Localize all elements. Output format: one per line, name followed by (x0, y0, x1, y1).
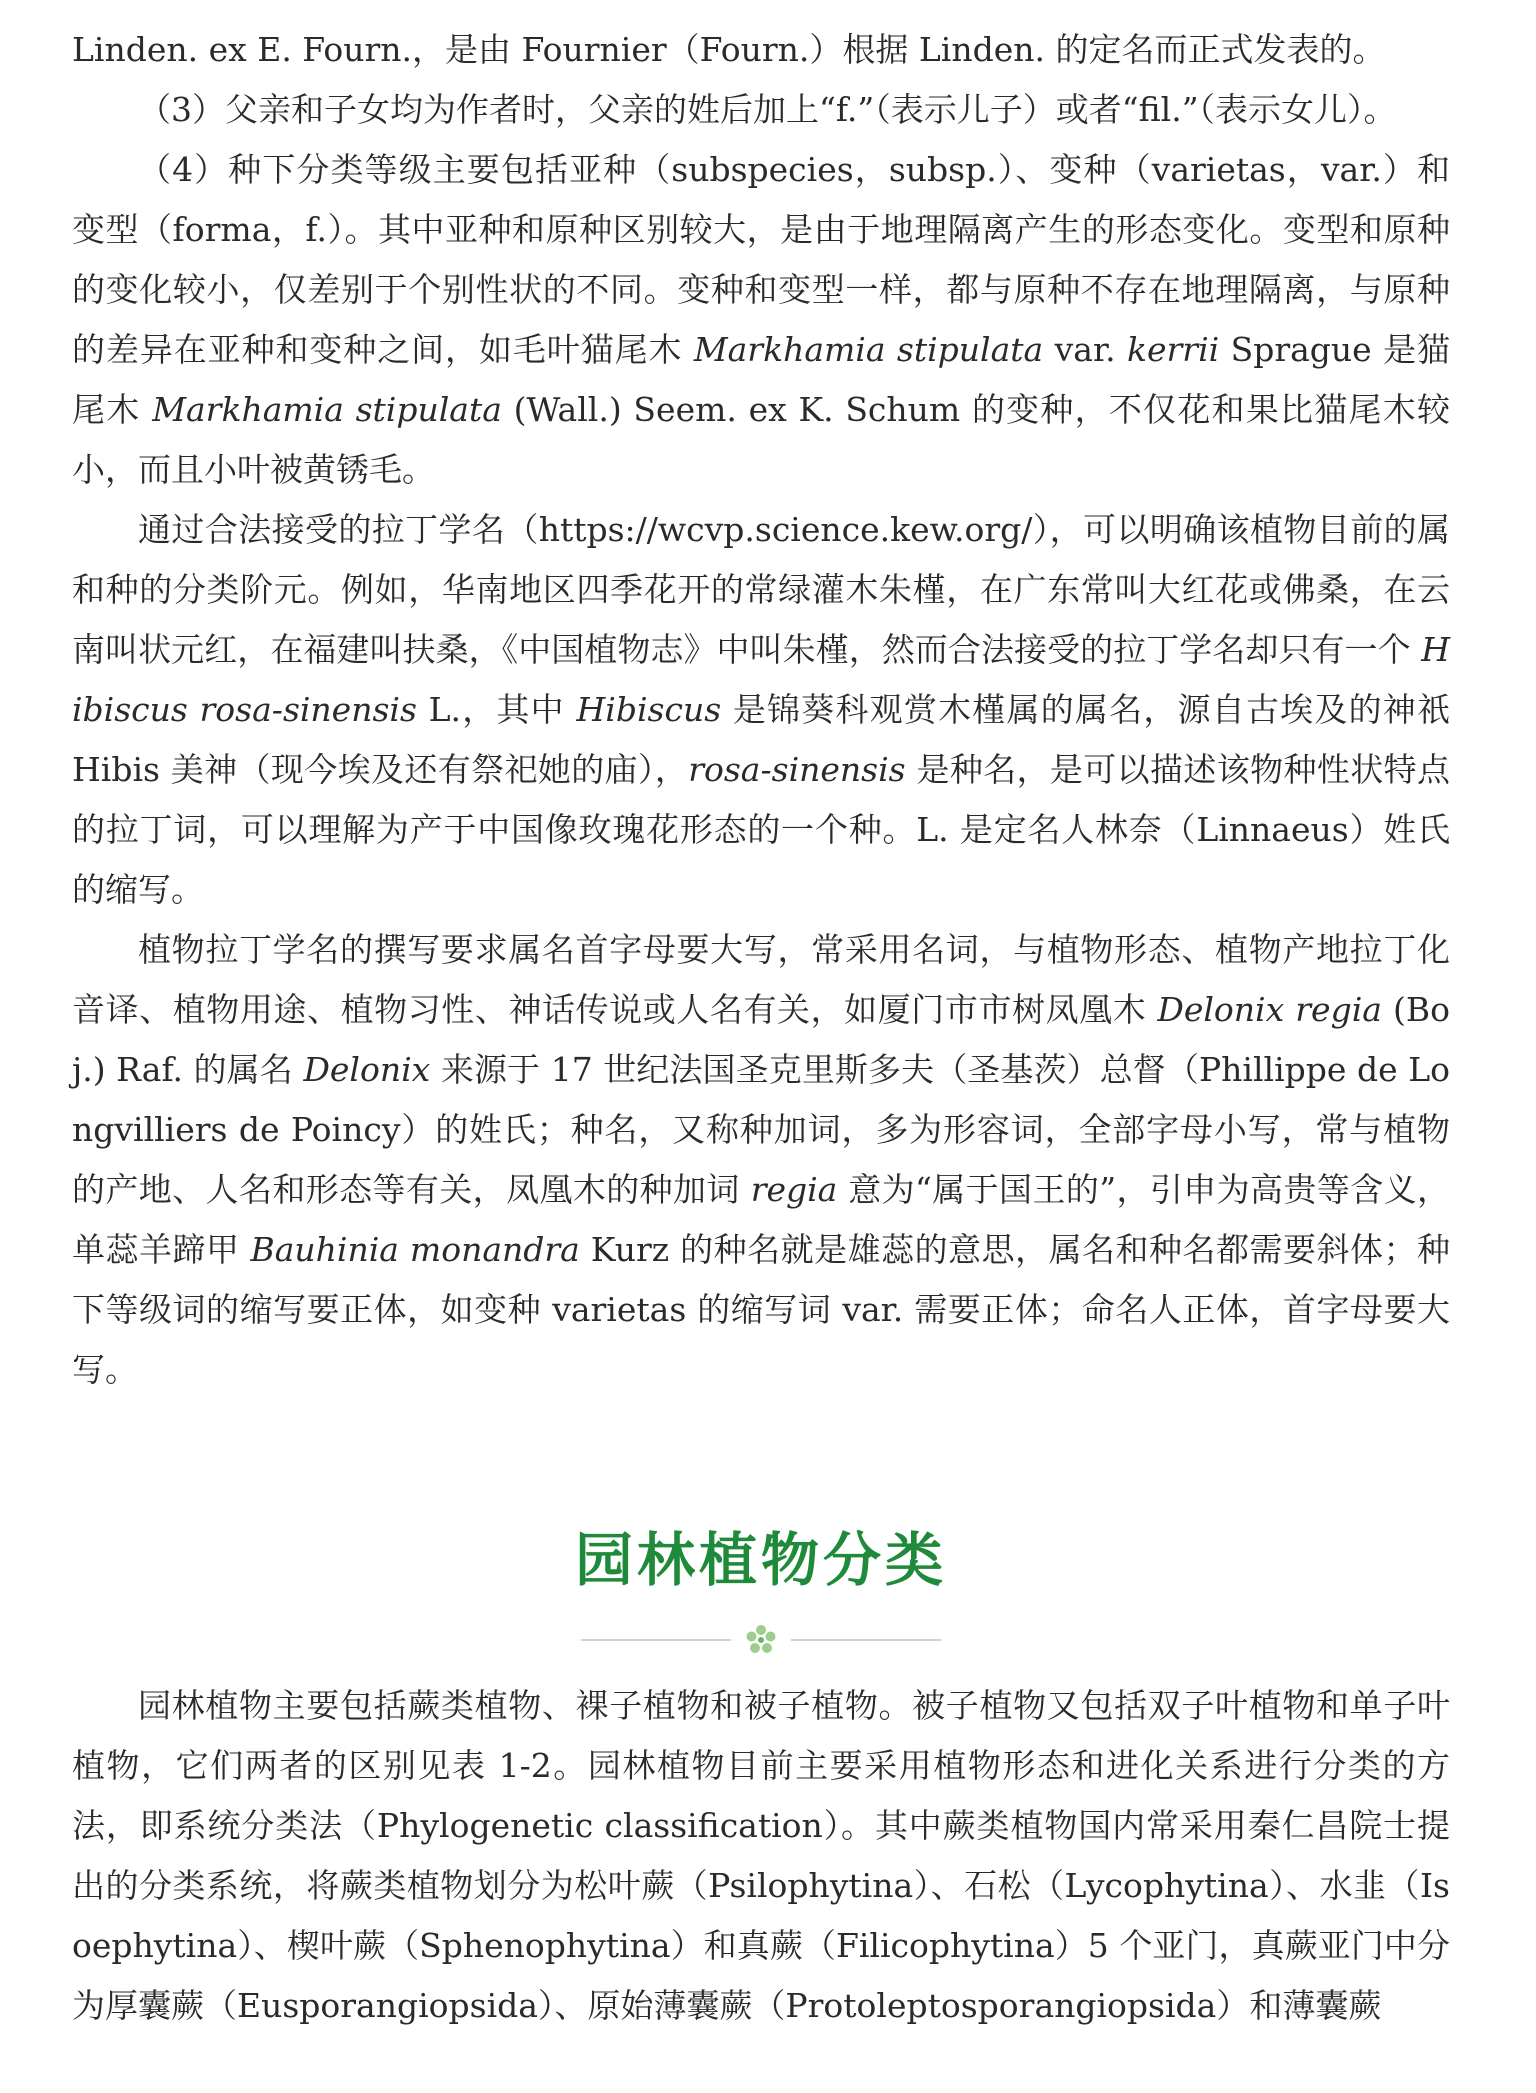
text-run: (Boj.) Raf. 的属名 (72, 990, 1451, 1089)
body-text-bottom (72, 1676, 1450, 2036)
text-run: 通过合法接受的拉丁学名（https://wcvp.science.kew.org/），可以明确该植物目前的属和种的分类阶元。例如，华南地区四季花开的常绿灌木朱槿，在广东常叫大红花或佛桑，在云南叫状元红，在福建叫扶桑，《中国植物志》中叫朱槿，然而合法接受的拉丁学名却只有一个 (72, 510, 1450, 669)
flower-ornament-icon (743, 1622, 779, 1658)
paragraph-continuation (72, 20, 1450, 80)
text-run: 园林植物主要包括蕨类植物、裸子植物和被子植物。被子植物又包括双子叶植物和单子叶植物，它们两者的区别见表 1-2。园林植物目前主要采用植物形态和进化关系进行分类的方法，即系统分类法（Phylogenetic classification）。其中蕨类植物国内常采用秦仁昌院士提出的分类系统，将蕨类植物划分为松叶蕨（Psilophytina）、石松（Lycophytina）、水韭（Isoephytina）、楔叶蕨（Sphenophytina）和真蕨（Filicophytina）5 个亚门，真蕨亚门中分为厚囊蕨（Eusporangiopsida）、原始薄囊蕨（Protoleptosporangiopsida）和薄囊蕨 (72, 1686, 1450, 2025)
text-run: 植物拉丁学名的撰写要求属名首字母要大写，常采用名词，与植物形态、植物产地拉丁化音译、植物用途、植物习性、神话传说或人名有关，如厦门市市树凤凰木 (72, 930, 1450, 1029)
text-run: 意为“属于国王的”，引申为高贵等含义，单蕊羊蹄甲 (72, 1170, 1450, 1269)
section-title: 园林植物分类 (574, 1526, 947, 1594)
latin-name: rosa-sinensis (688, 750, 906, 789)
text-run: （4）种下分类等级主要包括亚种（subspecies，subsp.）、变种（varietas，var.）和变型（forma，f.）。其中亚种和原种区别较大，是由于地理隔离产生的形态变化。变型和原种的变化较小，仅差别于个别性状的不同。变种和变型一样，都与原种不存在地理隔离，与原种的差异在亚种和变种之间，如毛叶猫尾木 (72, 150, 1450, 369)
latin-name: regia (750, 1170, 838, 1209)
text-run: L.，其中 (416, 690, 577, 729)
latin-name: Hibiscus rosa-sinensis (72, 630, 1450, 729)
text-run: 来源于 17 世纪法国圣克里斯多夫（圣基茨）总督（Phillippe de Longvilliers de Poincy）的姓氏；种名，又称种加词，多为形容词，全部字母小写，常与植物的产地、人名和形态等有关，凤凰木的种加词 (72, 1050, 1451, 1209)
latin-name: kerrii (1127, 330, 1220, 369)
body-text-top (72, 20, 1450, 1400)
text-run: var. (1043, 330, 1127, 369)
text-run: (Wall.) Seem. ex K. Schum 的变种，不仅花和果比猫尾木较小，而且小叶被黄锈毛。 (72, 390, 1450, 489)
document-page (72, 20, 1450, 2036)
latin-name: Hibiscus (576, 690, 722, 729)
text-run: （3）父亲和子女均为作者时，父亲的姓后加上“f.”（表示儿子）或者“fil.”（表示女儿）。 (138, 90, 1397, 129)
section-header (72, 1520, 1450, 1658)
text-run: Linden. ex E. Fourn.，是由 Fournier（Fourn.）根据 Linden. 的定名而正式发表的。 (72, 30, 1386, 69)
latin-name: Delonix (303, 1050, 431, 1089)
text-run: 是种名，是可以描述该物种性状特点的拉丁词，可以理解为产于中国像玫瑰花形态的一个种。L. 是定名人林奈（Linnaeus）姓氏的缩写。 (72, 750, 1451, 909)
text-run: Sprague 是猫尾木 (72, 330, 1450, 429)
text-run: Kurz 的种名就是雄蕊的意思，属名和种名都需要斜体；种下等级词的缩写要正体，如变种 varietas 的缩写词 var. 需要正体；命名人正体，首字母要大写。 (72, 1230, 1450, 1389)
text-run: 是锦葵科观赏木槿属的属名，源自古埃及的神祇 Hibis 美神（现今埃及还有祭祀她的庙）， (72, 690, 1450, 789)
ornament-rule-left (581, 1639, 731, 1641)
paragraph-accepted-names (72, 500, 1450, 920)
paragraph-writing-rules (72, 920, 1450, 1400)
paragraph-author-rule-3 (72, 80, 1450, 140)
section-ornament (581, 1622, 941, 1658)
ornament-rule-right (791, 1639, 941, 1641)
latin-name: Markhamia stipulata (152, 390, 502, 429)
latin-name: Bauhinia monandra (250, 1230, 580, 1269)
paragraph-classification (72, 1676, 1450, 2036)
paragraph-infraspecific-ranks (72, 140, 1450, 500)
latin-name: Markhamia stipulata (693, 330, 1044, 369)
latin-name: Delonix regia (1157, 990, 1382, 1029)
